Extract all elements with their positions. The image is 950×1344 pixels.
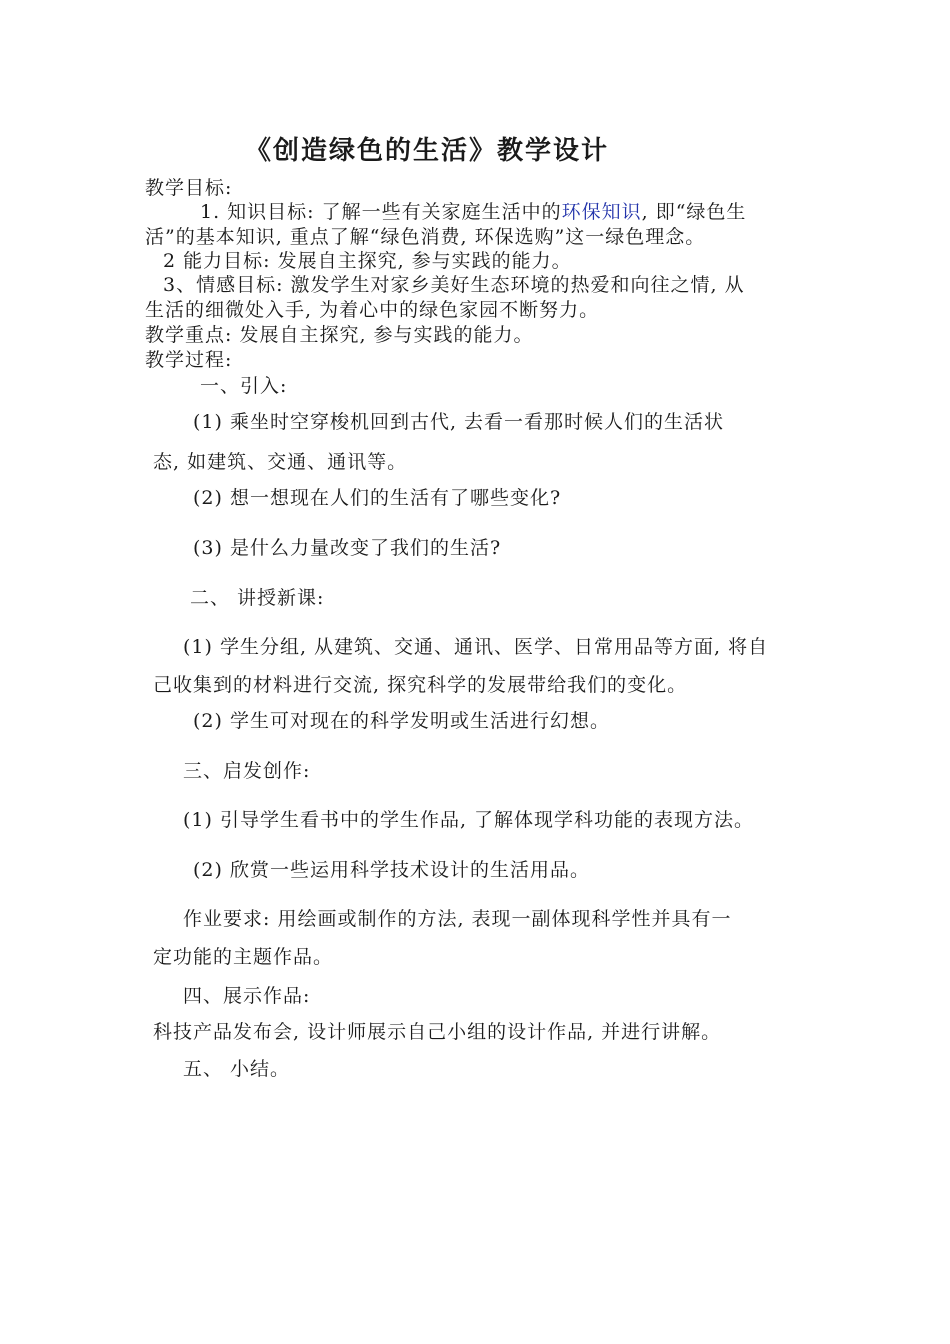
homework-line1: 作业要求: 用绘画或制作的方法, 表现一副体现科学性并具有一: [183, 908, 732, 930]
s1-item2: (2) 想一想现在人们的生活有了哪些变化?: [193, 487, 562, 509]
section4-heading: 四、展示作品:: [183, 985, 311, 1007]
homework-line2: 定功能的主题作品。: [153, 946, 334, 968]
document-title: 《创造绿色的生活》教学设计: [245, 136, 610, 166]
section5-heading: 五、 小结。: [183, 1058, 291, 1080]
s1-item3: (3) 是什么力量改变了我们的生活?: [193, 537, 502, 559]
section3-heading: 三、启发创作:: [183, 760, 311, 782]
s1-item1-line2: 态, 如建筑、交通、通讯等。: [153, 451, 408, 473]
process-heading: 教学过程:: [145, 349, 233, 371]
s4-text: 科技产品发布会, 设计师展示自己小组的设计作品, 并进行讲解。: [153, 1021, 722, 1043]
key-point: 教学重点: 发展自主探究, 参与实践的能力。: [145, 324, 534, 346]
goal3-line1: 3、情感目标: 激发学生对家乡美好生态环境的热爱和向往之情, 从: [163, 274, 745, 296]
goal1-line1: [200, 200, 746, 224]
goal2: 2 能力目标: 发展自主探究, 参与实践的能力。: [163, 250, 572, 272]
s2-item1-line2: 己收集到的材料进行交流, 探究科学的发展带给我们的变化。: [153, 674, 688, 696]
section1-heading: 一、引入:: [200, 375, 288, 397]
s3-item1: (1) 引导学生看书中的学生作品, 了解体现学科功能的表现方法。: [183, 809, 755, 831]
goal1-prefix: 1. 知识目标: 了解一些有关家庭生活中的: [200, 201, 562, 223]
s2-item2: (2) 学生可对现在的科学发明或生活进行幻想。: [193, 710, 610, 732]
goal1-suffix: , 即“绿色生: [641, 201, 747, 223]
s2-item1-line1: (1) 学生分组, 从建筑、交通、通讯、医学、日常用品等方面, 将自: [183, 636, 769, 658]
section2-heading: 二、 讲授新课:: [190, 587, 325, 609]
goals-heading: 教学目标:: [145, 177, 233, 199]
goal1-line2: 活”的基本知识, 重点了解“绿色消费, 环保选购”这一绿色理念。: [145, 226, 706, 248]
s1-item1-line1: (1) 乘坐时空穿梭机回到古代, 去看一看那时候人们的生活状: [193, 411, 725, 433]
s3-item2: (2) 欣赏一些运用科学技术设计的生活用品。: [193, 859, 590, 881]
goal3-line2: 生活的细微处入手, 为着心中的绿色家园不断努力。: [145, 299, 600, 321]
environmental-knowledge-link[interactable]: 环保知识: [561, 201, 642, 223]
